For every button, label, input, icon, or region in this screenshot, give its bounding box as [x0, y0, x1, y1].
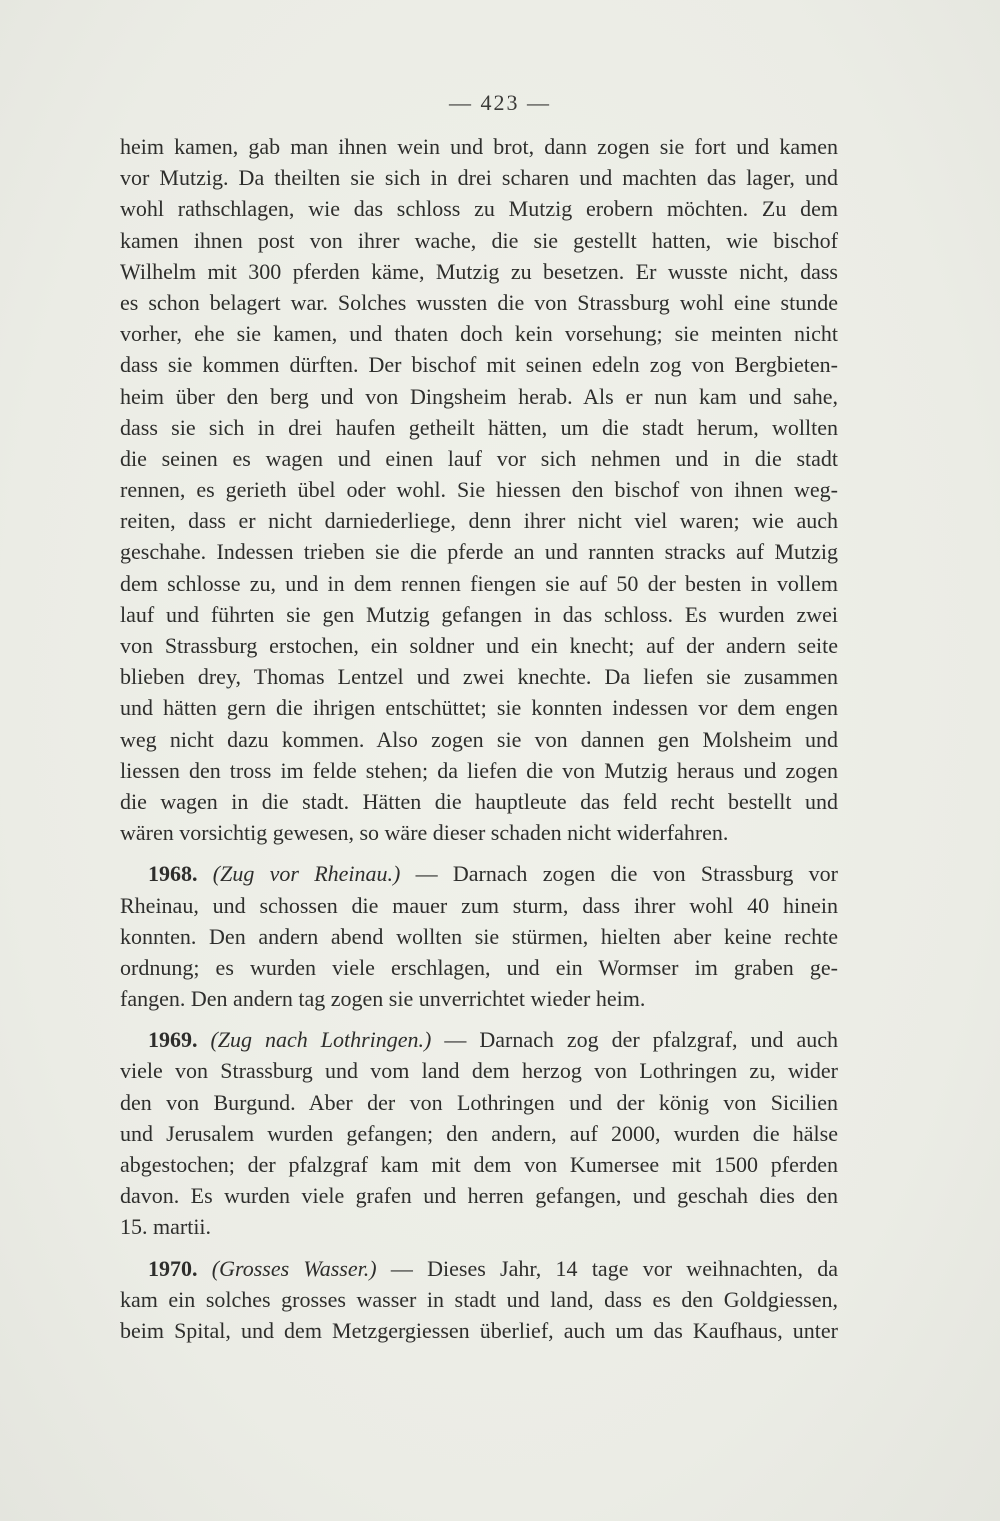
- entry-body: [120, 1055, 838, 1242]
- text-line: abgestochen; der pfalzgraf kam mit dem von Kumersee mit 1500 pferden: [120, 1152, 838, 1177]
- entry-body: [120, 1284, 838, 1346]
- text-line: und hätten gern die ihrigen entschüttet; sie konnten indessen vor dem engen: [120, 695, 838, 721]
- entry-first-line-rest: — Dieses Jahr, 14 tage vor weihnachten, da: [376, 1255, 838, 1281]
- text-block: [120, 131, 838, 1346]
- entry-number: 1968.: [148, 861, 198, 887]
- entry-1968: [120, 858, 838, 1014]
- text-line: viele von Strassburg und vom land dem herzog von Lothringen zu, wider: [120, 1058, 838, 1084]
- entry-first-line-rest: — Darnach zog der pfalzgraf, und auch: [431, 1027, 838, 1053]
- entry-1969: [120, 1024, 838, 1242]
- text-line: dass sie kommen dürften. Der bischof mit seinen edeln zog von Bergbieten-: [120, 352, 838, 378]
- text-line: lauf und führten sie gen Mutzig gefangen in das schloss. Es wurden zwei: [120, 601, 838, 627]
- text-line: Wilhelm mit 300 pferden käme, Mutzig zu besetzen. Er wusste nicht, dass: [120, 258, 838, 284]
- entry-title: (Zug nach Lothringen.): [210, 1027, 432, 1053]
- text-line: liessen den tross im felde stehen; da liefen die von Mutzig heraus und zogen: [120, 757, 838, 783]
- text-line: davon. Es wurden viele grafen und herren gefangen, und geschah dies den: [120, 1183, 838, 1209]
- text-line: von Strassburg erstochen, ein soldner und ein knecht; auf der andern seite: [120, 633, 838, 658]
- text-line: die seinen es wagen und einen lauf vor sich nehmen und in die stadt: [120, 445, 838, 471]
- text-line: wohl rathschlagen, wie das schloss zu Mutzig erobern möchten. Zu dem: [120, 196, 838, 222]
- text-line: 15. martii.: [120, 1214, 212, 1240]
- text-line: ordnung; es wurden viele erschlagen, und ein Wormser im graben ge-: [120, 954, 838, 980]
- text-line: vor Mutzig. Da theilten sie sich in drei scharen und machten das lager, und: [120, 165, 838, 191]
- text-line: wären vorsichtig gewesen, so wäre dieser schaden nicht widerfahren.: [120, 820, 729, 846]
- text-line: heim über den berg und von Dingsheim herab. Als er nun kam und sahe,: [120, 383, 838, 409]
- text-line: dass sie sich in drei haufen getheilt hätten, um die stadt herum, wollten: [120, 414, 838, 440]
- paragraph-continuation: [120, 131, 838, 848]
- text-line: vorher, ehe sie kamen, und thaten doch kein vorsehung; sie meinten nicht: [120, 321, 838, 347]
- entry-title: (Grosses Wasser.): [211, 1255, 377, 1281]
- entry-title: (Zug vor Rheinau.): [212, 861, 401, 887]
- text-line: weg nicht dazu kommen. Also zogen sie von dannen gen Molsheim und: [120, 726, 838, 752]
- text-line: und Jerusalem wurden gefangen; den andern, auf 2000, wurden die hälse: [120, 1120, 838, 1146]
- text-line: beim Spital, und dem Metzgergiessen überlief, auch um das Kaufhaus, unter: [120, 1317, 838, 1343]
- text-line: den von Burgund. Aber der von Lothringen und der könig von Sicilien: [120, 1089, 838, 1115]
- page-number: — 423 —: [449, 90, 551, 115]
- text-line: dem schlosse zu, und in dem rennen fiengen sie auf 50 der besten in vollem: [120, 570, 838, 596]
- text-line: Rheinau, und schossen die mauer zum sturm, dass ihrer wohl 40 hinein: [120, 892, 838, 918]
- text-line: kam ein solches grosses wasser in stadt und land, dass es den Goldgiessen,: [120, 1286, 838, 1312]
- text-line: heim kamen, gab man ihnen wein und brot, dann zogen sie fort und kamen: [120, 134, 838, 159]
- text-line: geschahe. Indessen trieben sie die pferde an und rannten stracks auf Mutzig: [120, 539, 838, 565]
- text-line: blieben drey, Thomas Lentzel und zwei knechte. Da liefen sie zusammen: [120, 664, 838, 690]
- text-line: es schon belagert war. Solches wussten die von Strassburg wohl eine stunde: [120, 289, 838, 315]
- text-line: kamen ihnen post von ihrer wache, die sie gestellt hatten, wie bischof: [120, 227, 838, 253]
- entry-body: [120, 890, 838, 1015]
- text-line: konnten. Den andern abend wollten sie stürmen, hielten aber keine rechte: [120, 923, 838, 949]
- entry-first-line-rest: — Darnach zogen die von Strassburg vor: [400, 861, 838, 887]
- entry-first-line: [120, 858, 838, 889]
- text-line: reiten, dass er nicht darniederliege, denn ihrer nicht viel waren; wie auch: [120, 508, 838, 534]
- entry-number: 1970.: [148, 1255, 198, 1281]
- text-line: rennen, es gerieth übel oder wohl. Sie hiessen den bischof von ihnen weg-: [120, 477, 838, 503]
- entry-first-line: [120, 1253, 838, 1284]
- entry-number: 1969.: [148, 1027, 198, 1053]
- text-line: die wagen in die stadt. Hätten die hauptleute das feld recht bestellt und: [120, 788, 838, 814]
- text-line: fangen. Den andern tag zogen sie unverrichtet wieder heim.: [120, 986, 646, 1012]
- entry-first-line: [120, 1024, 838, 1055]
- entry-1970: [120, 1253, 838, 1347]
